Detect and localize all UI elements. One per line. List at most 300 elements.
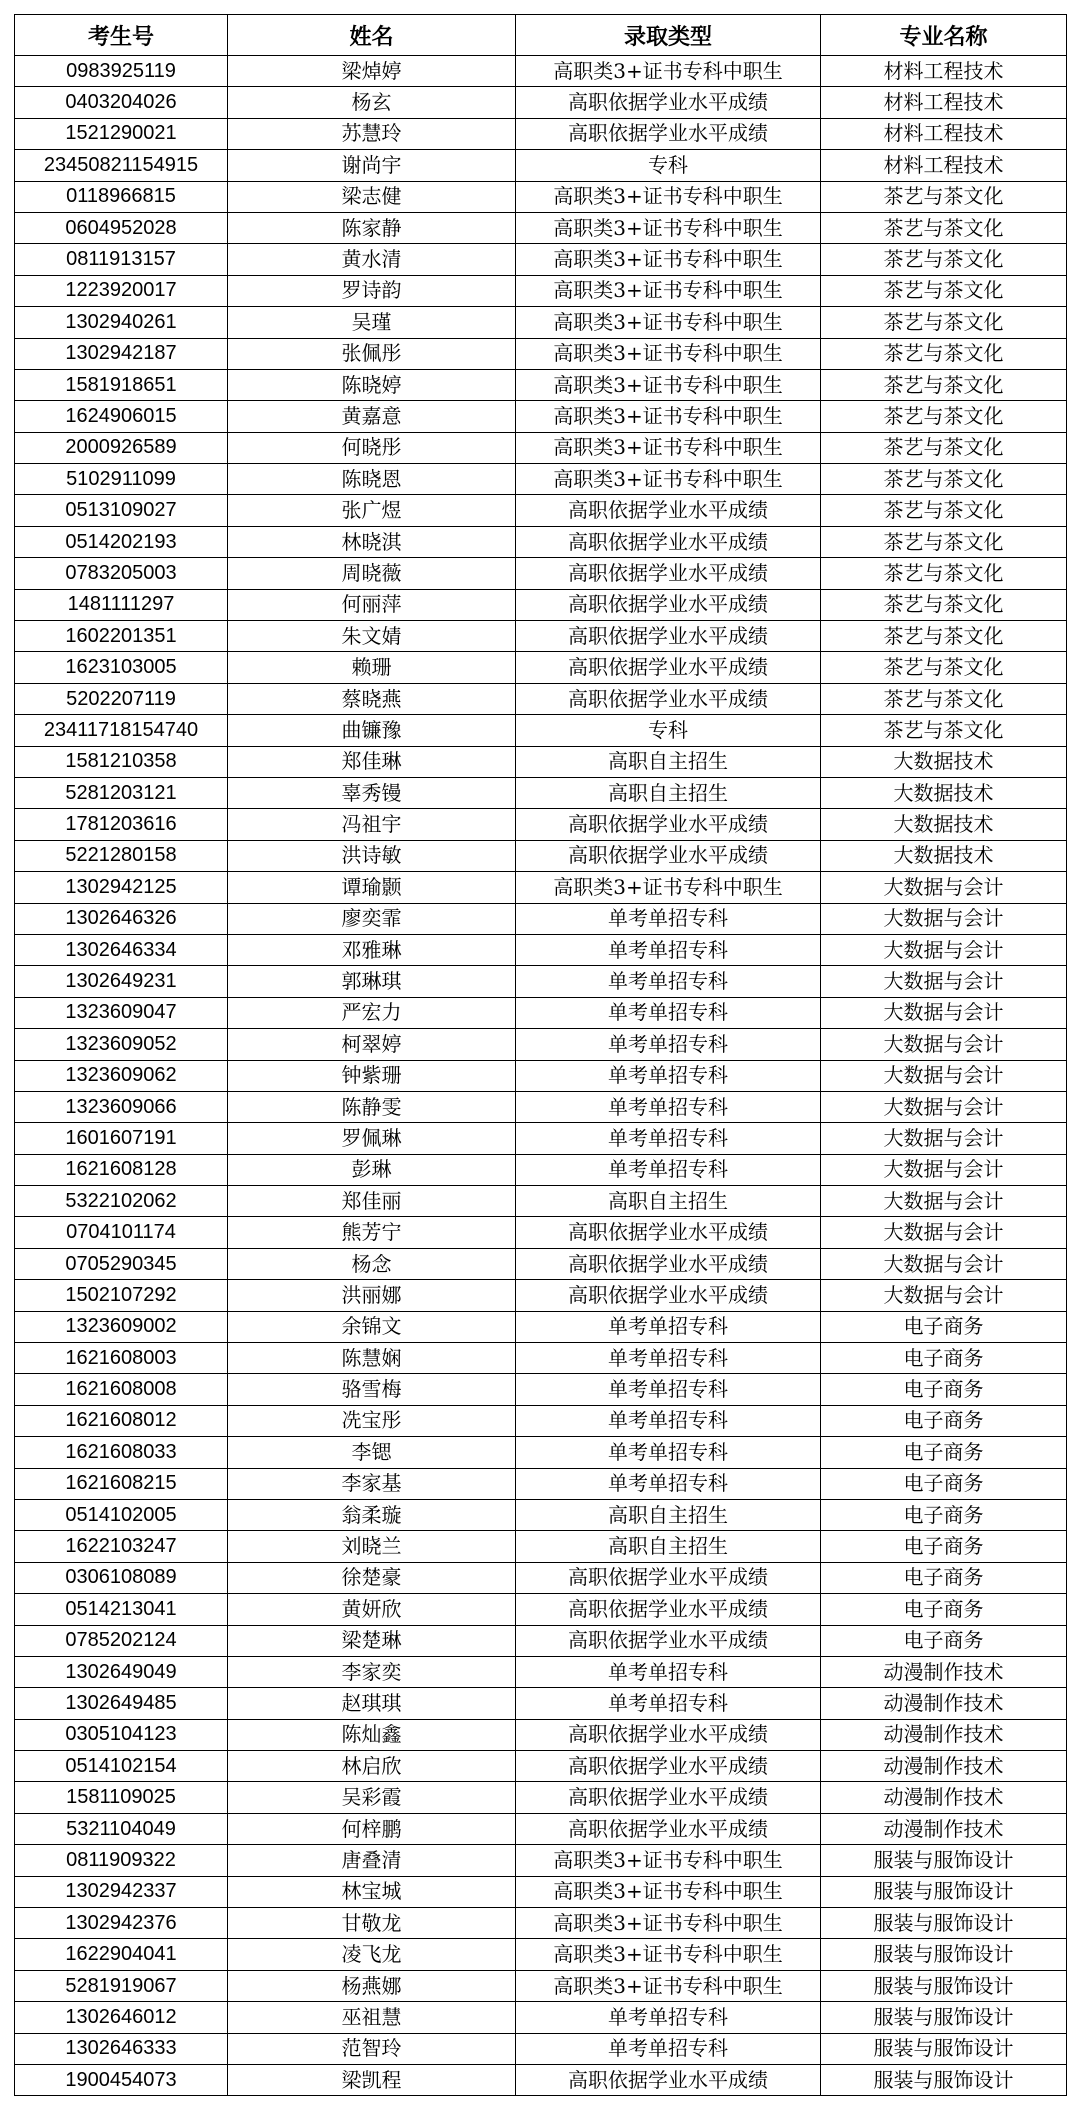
name-cell: 骆雪梅	[228, 1374, 516, 1405]
table-row	[15, 1280, 1067, 1311]
name-cell: 彭琳	[228, 1154, 516, 1185]
major-cell: 材料工程技术	[821, 56, 1067, 87]
major-cell: 大数据技术	[821, 746, 1067, 777]
admission-type-cell: 高职类3+证书专科中职生	[516, 1970, 821, 2001]
name-cell: 梁凯程	[228, 2065, 516, 2096]
major-cell: 茶艺与茶文化	[821, 464, 1067, 495]
table-row	[15, 1688, 1067, 1719]
major-cell: 茶艺与茶文化	[821, 369, 1067, 400]
admission-type-cell: 高职类3+证书专科中职生	[516, 1939, 821, 1970]
name-cell: 林宝城	[228, 1876, 516, 1907]
admission-type-cell: 高职类3+证书专科中职生	[516, 432, 821, 463]
candidate-id-cell: 1323609047	[15, 997, 228, 1028]
major-cell: 大数据与会计	[821, 1060, 1067, 1091]
table-row	[15, 903, 1067, 934]
major-cell: 大数据与会计	[821, 903, 1067, 934]
major-cell: 茶艺与茶文化	[821, 589, 1067, 620]
name-cell: 凌飞龙	[228, 1939, 516, 1970]
admission-type-cell: 高职依据学业水平成绩	[516, 118, 821, 149]
table-row	[15, 1531, 1067, 1562]
major-cell: 服装与服饰设计	[821, 2065, 1067, 2096]
major-cell: 茶艺与茶文化	[821, 244, 1067, 275]
name-cell: 郑佳丽	[228, 1186, 516, 1217]
candidate-id-cell: 1302649231	[15, 966, 228, 997]
admission-type-cell: 高职依据学业水平成绩	[516, 652, 821, 683]
candidate-id-cell: 1621608128	[15, 1154, 228, 1185]
admission-table	[14, 14, 1067, 2096]
major-cell: 动漫制作技术	[821, 1688, 1067, 1719]
major-cell: 电子商务	[821, 1531, 1067, 1562]
table-row	[15, 997, 1067, 1028]
table-row	[15, 934, 1067, 965]
name-cell: 谭瑜颢	[228, 872, 516, 903]
major-cell: 大数据技术	[821, 809, 1067, 840]
name-cell: 梁楚琳	[228, 1625, 516, 1656]
table-row	[15, 1060, 1067, 1091]
candidate-id-cell: 1621608003	[15, 1343, 228, 1374]
candidate-id-cell: 0118966815	[15, 181, 228, 212]
candidate-id-cell: 1323609066	[15, 1091, 228, 1122]
name-cell: 何丽萍	[228, 589, 516, 620]
candidate-id-cell: 1223920017	[15, 275, 228, 306]
name-cell: 李家基	[228, 1468, 516, 1499]
admission-type-cell: 高职依据学业水平成绩	[516, 1562, 821, 1593]
candidate-id-cell: 1601607191	[15, 1123, 228, 1154]
name-cell: 周晓薇	[228, 558, 516, 589]
major-cell: 服装与服饰设计	[821, 2002, 1067, 2033]
table-row	[15, 1751, 1067, 1782]
name-cell: 郭琳琪	[228, 966, 516, 997]
name-cell: 冯祖宇	[228, 809, 516, 840]
major-cell: 茶艺与茶文化	[821, 432, 1067, 463]
table-row	[15, 1186, 1067, 1217]
table-row	[15, 1091, 1067, 1122]
candidate-id-cell: 0403204026	[15, 87, 228, 118]
candidate-id-cell: 1302942187	[15, 338, 228, 369]
major-cell: 电子商务	[821, 1562, 1067, 1593]
candidate-id-cell: 1502107292	[15, 1280, 228, 1311]
admission-type-cell: 高职类3+证书专科中职生	[516, 369, 821, 400]
table-row	[15, 118, 1067, 149]
name-cell: 范智玲	[228, 2033, 516, 2064]
table-row	[15, 1594, 1067, 1625]
admission-type-cell: 专科	[516, 715, 821, 746]
name-cell: 何梓鹏	[228, 1813, 516, 1844]
name-cell: 朱文婧	[228, 621, 516, 652]
candidate-id-cell: 1621608033	[15, 1437, 228, 1468]
table-row	[15, 966, 1067, 997]
name-cell: 翁柔璇	[228, 1499, 516, 1530]
candidate-id-cell: 5321104049	[15, 1813, 228, 1844]
header-candidate-id: 考生号	[15, 15, 228, 56]
major-cell: 大数据与会计	[821, 1154, 1067, 1185]
admission-type-cell: 高职依据学业水平成绩	[516, 840, 821, 871]
name-cell: 张佩彤	[228, 338, 516, 369]
admission-type-cell: 高职类3+证书专科中职生	[516, 1845, 821, 1876]
admission-type-cell: 单考单招专科	[516, 2033, 821, 2064]
candidate-id-cell: 1302646334	[15, 934, 228, 965]
admission-type-cell: 高职自主招生	[516, 746, 821, 777]
table-row	[15, 809, 1067, 840]
admission-type-cell: 高职依据学业水平成绩	[516, 87, 821, 118]
admission-type-cell: 单考单招专科	[516, 1154, 821, 1185]
name-cell: 梁焯婷	[228, 56, 516, 87]
candidate-id-cell: 1302646012	[15, 2002, 228, 2033]
admission-type-cell: 高职依据学业水平成绩	[516, 1625, 821, 1656]
name-cell: 洪诗敏	[228, 840, 516, 871]
admission-type-cell: 高职类3+证书专科中职生	[516, 275, 821, 306]
name-cell: 罗诗韵	[228, 275, 516, 306]
major-cell: 动漫制作技术	[821, 1656, 1067, 1687]
admission-type-cell: 高职依据学业水平成绩	[516, 526, 821, 557]
admission-type-cell: 单考单招专科	[516, 1374, 821, 1405]
table-row	[15, 1154, 1067, 1185]
table-row	[15, 840, 1067, 871]
admission-type-cell: 单考单招专科	[516, 966, 821, 997]
major-cell: 电子商务	[821, 1594, 1067, 1625]
candidate-id-cell: 0811909322	[15, 1845, 228, 1876]
name-cell: 李锶	[228, 1437, 516, 1468]
name-cell: 唐叠清	[228, 1845, 516, 1876]
table-row	[15, 715, 1067, 746]
admission-type-cell: 高职类3+证书专科中职生	[516, 338, 821, 369]
major-cell: 电子商务	[821, 1405, 1067, 1436]
name-cell: 洪丽娜	[228, 1280, 516, 1311]
major-cell: 大数据与会计	[821, 1217, 1067, 1248]
name-cell: 冼宝彤	[228, 1405, 516, 1436]
name-cell: 巫祖慧	[228, 2002, 516, 2033]
candidate-id-cell: 1602201351	[15, 621, 228, 652]
major-cell: 服装与服饰设计	[821, 1939, 1067, 1970]
candidate-id-cell: 5322102062	[15, 1186, 228, 1217]
admission-type-cell: 高职依据学业水平成绩	[516, 1217, 821, 1248]
admission-type-cell: 单考单招专科	[516, 1091, 821, 1122]
table-row	[15, 621, 1067, 652]
table-row	[15, 1248, 1067, 1279]
major-cell: 动漫制作技术	[821, 1719, 1067, 1750]
admission-type-cell: 高职依据学业水平成绩	[516, 621, 821, 652]
table-row	[15, 1437, 1067, 1468]
table-row	[15, 401, 1067, 432]
candidate-id-cell: 2000926589	[15, 432, 228, 463]
candidate-id-cell: 1323609002	[15, 1311, 228, 1342]
name-cell: 甘敬龙	[228, 1908, 516, 1939]
major-cell: 动漫制作技术	[821, 1813, 1067, 1844]
name-cell: 谢尚宇	[228, 150, 516, 181]
major-cell: 电子商务	[821, 1374, 1067, 1405]
name-cell: 梁志健	[228, 181, 516, 212]
header-admission-type: 录取类型	[516, 15, 821, 56]
candidate-id-cell: 0783205003	[15, 558, 228, 589]
admission-type-cell: 单考单招专科	[516, 1688, 821, 1719]
candidate-id-cell: 1302649485	[15, 1688, 228, 1719]
candidate-id-cell: 1581918651	[15, 369, 228, 400]
major-cell: 大数据与会计	[821, 1280, 1067, 1311]
candidate-id-cell: 23450821154915	[15, 150, 228, 181]
name-cell: 赵琪琪	[228, 1688, 516, 1719]
table-row	[15, 1374, 1067, 1405]
admission-type-cell: 高职类3+证书专科中职生	[516, 56, 821, 87]
header-name: 姓名	[228, 15, 516, 56]
admission-type-cell: 高职类3+证书专科中职生	[516, 244, 821, 275]
table-row	[15, 1782, 1067, 1813]
admission-type-cell: 高职依据学业水平成绩	[516, 1782, 821, 1813]
candidate-id-cell: 5202207119	[15, 683, 228, 714]
name-cell: 陈慧娴	[228, 1343, 516, 1374]
candidate-id-cell: 1302649049	[15, 1656, 228, 1687]
candidate-id-cell: 0704101174	[15, 1217, 228, 1248]
admission-type-cell: 高职类3+证书专科中职生	[516, 464, 821, 495]
candidate-id-cell: 5281203121	[15, 777, 228, 808]
table-row	[15, 777, 1067, 808]
table-row	[15, 652, 1067, 683]
candidate-id-cell: 1621608008	[15, 1374, 228, 1405]
major-cell: 大数据与会计	[821, 1091, 1067, 1122]
header-major: 专业名称	[821, 15, 1067, 56]
table-header	[15, 15, 1067, 56]
candidate-id-cell: 1323609052	[15, 1029, 228, 1060]
name-cell: 杨玄	[228, 87, 516, 118]
name-cell: 黄嘉意	[228, 401, 516, 432]
name-cell: 邓雅琳	[228, 934, 516, 965]
candidate-id-cell: 1302942337	[15, 1876, 228, 1907]
name-cell: 陈灿鑫	[228, 1719, 516, 1750]
table-row	[15, 275, 1067, 306]
major-cell: 大数据与会计	[821, 1123, 1067, 1154]
admission-type-cell: 单考单招专科	[516, 1311, 821, 1342]
name-cell: 陈家静	[228, 212, 516, 243]
major-cell: 电子商务	[821, 1311, 1067, 1342]
major-cell: 茶艺与茶文化	[821, 338, 1067, 369]
admission-type-cell: 高职依据学业水平成绩	[516, 1813, 821, 1844]
admission-type-cell: 高职类3+证书专科中职生	[516, 1908, 821, 1939]
candidate-id-cell: 1900454073	[15, 2065, 228, 2096]
table-row	[15, 150, 1067, 181]
major-cell: 茶艺与茶文化	[821, 683, 1067, 714]
admission-type-cell: 高职依据学业水平成绩	[516, 1719, 821, 1750]
name-cell: 罗佩琳	[228, 1123, 516, 1154]
major-cell: 茶艺与茶文化	[821, 526, 1067, 557]
admission-type-cell: 高职依据学业水平成绩	[516, 1280, 821, 1311]
major-cell: 服装与服饰设计	[821, 1845, 1067, 1876]
major-cell: 电子商务	[821, 1468, 1067, 1499]
major-cell: 服装与服饰设计	[821, 2033, 1067, 2064]
candidate-id-cell: 5281919067	[15, 1970, 228, 2001]
candidate-id-cell: 1622103247	[15, 1531, 228, 1562]
table-row	[15, 1656, 1067, 1687]
name-cell: 苏慧玲	[228, 118, 516, 149]
table-row	[15, 464, 1067, 495]
table-row	[15, 2033, 1067, 2064]
name-cell: 黄水清	[228, 244, 516, 275]
major-cell: 大数据与会计	[821, 872, 1067, 903]
candidate-id-cell: 0305104123	[15, 1719, 228, 1750]
candidate-id-cell: 23411718154740	[15, 715, 228, 746]
admission-type-cell: 高职自主招生	[516, 1186, 821, 1217]
major-cell: 动漫制作技术	[821, 1782, 1067, 1813]
candidate-id-cell: 1302646326	[15, 903, 228, 934]
major-cell: 茶艺与茶文化	[821, 715, 1067, 746]
table-row	[15, 558, 1067, 589]
name-cell: 曲镰豫	[228, 715, 516, 746]
name-cell: 熊芳宁	[228, 1217, 516, 1248]
candidate-id-cell: 0785202124	[15, 1625, 228, 1656]
table-row	[15, 1939, 1067, 1970]
name-cell: 陈晓恩	[228, 464, 516, 495]
candidate-id-cell: 0811913157	[15, 244, 228, 275]
candidate-id-cell: 1624906015	[15, 401, 228, 432]
admission-type-cell: 高职依据学业水平成绩	[516, 589, 821, 620]
admission-type-cell: 单考单招专科	[516, 1029, 821, 1060]
major-cell: 大数据与会计	[821, 997, 1067, 1028]
candidate-id-cell: 0513109027	[15, 495, 228, 526]
candidate-id-cell: 1622904041	[15, 1939, 228, 1970]
major-cell: 茶艺与茶文化	[821, 495, 1067, 526]
table-row	[15, 56, 1067, 87]
candidate-id-cell: 1781203616	[15, 809, 228, 840]
name-cell: 严宏力	[228, 997, 516, 1028]
admission-type-cell: 高职类3+证书专科中职生	[516, 401, 821, 432]
name-cell: 吴瑾	[228, 307, 516, 338]
admission-type-cell: 专科	[516, 150, 821, 181]
admission-type-cell: 高职依据学业水平成绩	[516, 495, 821, 526]
major-cell: 电子商务	[821, 1437, 1067, 1468]
major-cell: 大数据与会计	[821, 1029, 1067, 1060]
admission-type-cell: 高职类3+证书专科中职生	[516, 181, 821, 212]
name-cell: 柯翠婷	[228, 1029, 516, 1060]
major-cell: 动漫制作技术	[821, 1751, 1067, 1782]
name-cell: 赖珊	[228, 652, 516, 683]
major-cell: 电子商务	[821, 1499, 1067, 1530]
admission-type-cell: 高职类3+证书专科中职生	[516, 1876, 821, 1907]
candidate-id-cell: 0604952028	[15, 212, 228, 243]
candidate-id-cell: 0983925119	[15, 56, 228, 87]
candidate-id-cell: 1521290021	[15, 118, 228, 149]
major-cell: 材料工程技术	[821, 87, 1067, 118]
table-row	[15, 1405, 1067, 1436]
major-cell: 茶艺与茶文化	[821, 181, 1067, 212]
table-row	[15, 369, 1067, 400]
admission-type-cell: 单考单招专科	[516, 1405, 821, 1436]
candidate-id-cell: 1581210358	[15, 746, 228, 777]
table-row	[15, 2065, 1067, 2096]
admission-type-cell: 单考单招专科	[516, 903, 821, 934]
name-cell: 杨燕娜	[228, 1970, 516, 2001]
name-cell: 何晓彤	[228, 432, 516, 463]
name-cell: 刘晓兰	[228, 1531, 516, 1562]
major-cell: 服装与服饰设计	[821, 1908, 1067, 1939]
table-row	[15, 589, 1067, 620]
candidate-id-cell: 1302646333	[15, 2033, 228, 2064]
table-row	[15, 338, 1067, 369]
table-row	[15, 1468, 1067, 1499]
admission-type-cell: 高职依据学业水平成绩	[516, 2065, 821, 2096]
major-cell: 茶艺与茶文化	[821, 275, 1067, 306]
major-cell: 电子商务	[821, 1625, 1067, 1656]
table-body	[15, 56, 1067, 2096]
table-row	[15, 212, 1067, 243]
table-row	[15, 1562, 1067, 1593]
table-row	[15, 244, 1067, 275]
admission-type-cell: 高职依据学业水平成绩	[516, 809, 821, 840]
table-row	[15, 1123, 1067, 1154]
major-cell: 材料工程技术	[821, 150, 1067, 181]
table-row	[15, 1845, 1067, 1876]
candidate-id-cell: 1302942125	[15, 872, 228, 903]
major-cell: 电子商务	[821, 1343, 1067, 1374]
admission-type-cell: 高职自主招生	[516, 1531, 821, 1562]
admission-type-cell: 高职依据学业水平成绩	[516, 683, 821, 714]
admission-type-cell: 高职依据学业水平成绩	[516, 1751, 821, 1782]
name-cell: 钟紫珊	[228, 1060, 516, 1091]
table-row	[15, 1970, 1067, 2001]
table-row	[15, 746, 1067, 777]
candidate-id-cell: 0514102154	[15, 1751, 228, 1782]
table-row	[15, 1719, 1067, 1750]
candidate-id-cell: 1302942376	[15, 1908, 228, 1939]
major-cell: 大数据与会计	[821, 1248, 1067, 1279]
admission-type-cell: 高职依据学业水平成绩	[516, 1248, 821, 1279]
table-row	[15, 1217, 1067, 1248]
name-cell: 张广煜	[228, 495, 516, 526]
major-cell: 大数据技术	[821, 777, 1067, 808]
candidate-id-cell: 0514102005	[15, 1499, 228, 1530]
name-cell: 黄妍欣	[228, 1594, 516, 1625]
candidate-id-cell: 1302940261	[15, 307, 228, 338]
candidate-id-cell: 1581109025	[15, 1782, 228, 1813]
table-row	[15, 526, 1067, 557]
table-row	[15, 181, 1067, 212]
name-cell: 廖奕霏	[228, 903, 516, 934]
admission-type-cell: 高职依据学业水平成绩	[516, 558, 821, 589]
name-cell: 徐楚豪	[228, 1562, 516, 1593]
table-row	[15, 1625, 1067, 1656]
major-cell: 茶艺与茶文化	[821, 652, 1067, 683]
name-cell: 郑佳琳	[228, 746, 516, 777]
name-cell: 陈静雯	[228, 1091, 516, 1122]
major-cell: 大数据技术	[821, 840, 1067, 871]
table-row	[15, 683, 1067, 714]
admission-type-cell: 单考单招专科	[516, 2002, 821, 2033]
major-cell: 茶艺与茶文化	[821, 558, 1067, 589]
admission-type-cell: 单考单招专科	[516, 1060, 821, 1091]
admission-type-cell: 单考单招专科	[516, 1437, 821, 1468]
major-cell: 大数据与会计	[821, 966, 1067, 997]
major-cell: 茶艺与茶文化	[821, 212, 1067, 243]
table-row	[15, 1876, 1067, 1907]
admission-type-cell: 单考单招专科	[516, 1656, 821, 1687]
admission-type-cell: 单考单招专科	[516, 997, 821, 1028]
table-row	[15, 1029, 1067, 1060]
candidate-id-cell: 0514213041	[15, 1594, 228, 1625]
admission-type-cell: 单考单招专科	[516, 1468, 821, 1499]
table-row	[15, 1908, 1067, 1939]
header-row	[15, 15, 1067, 56]
candidate-id-cell: 1623103005	[15, 652, 228, 683]
name-cell: 李家奕	[228, 1656, 516, 1687]
name-cell: 吴彩霞	[228, 1782, 516, 1813]
candidate-id-cell: 5102911099	[15, 464, 228, 495]
name-cell: 林晓淇	[228, 526, 516, 557]
admission-type-cell: 高职依据学业水平成绩	[516, 1594, 821, 1625]
major-cell: 服装与服饰设计	[821, 1876, 1067, 1907]
table-row	[15, 872, 1067, 903]
admission-type-cell: 单考单招专科	[516, 934, 821, 965]
name-cell: 陈晓婷	[228, 369, 516, 400]
major-cell: 茶艺与茶文化	[821, 401, 1067, 432]
table-row	[15, 1311, 1067, 1342]
admission-type-cell: 高职类3+证书专科中职生	[516, 307, 821, 338]
